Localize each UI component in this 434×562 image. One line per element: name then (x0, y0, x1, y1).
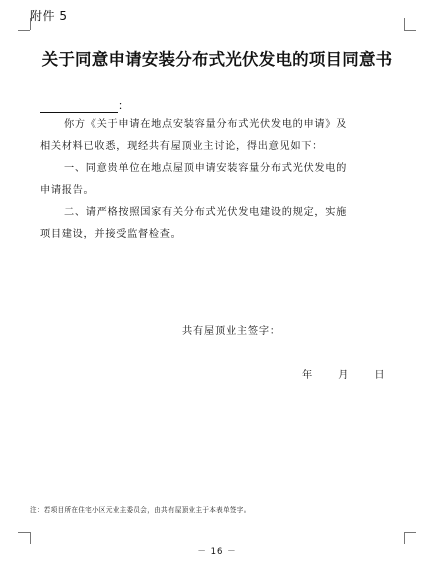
paragraph-item-one (40, 158, 396, 202)
date-year: 年 (302, 370, 313, 381)
crop-mark (30, 532, 31, 544)
paragraph-line: 你方《关于申请在地点安装容量分布式光伏发电的申请》及 (64, 119, 348, 130)
date-day: 日 (374, 370, 385, 381)
crop-mark (404, 18, 405, 30)
paragraph-line: 相关材料已收悉，现经共有屋顶业主讨论，得出意见如下： (40, 141, 324, 152)
crop-mark (404, 532, 416, 533)
addressee-line (40, 97, 129, 113)
paragraph-intro (40, 114, 396, 158)
crop-mark (18, 532, 30, 533)
signature-label: 共有屋顶业主签字： (182, 326, 281, 337)
addressee-colon: ： (118, 99, 129, 112)
crop-mark (404, 532, 405, 544)
date-line (302, 366, 385, 381)
paragraph-item-two (40, 202, 396, 246)
addressee-blank (40, 100, 118, 113)
crop-mark (404, 30, 416, 31)
page-number: － 16 － (197, 547, 237, 557)
document-title: 关于同意申请安装分布式光伏发电的项目同意书 (41, 50, 393, 69)
paragraph-line: 申请报告。 (40, 185, 95, 196)
paragraph-line: 一、同意贵单位在地点屋顶申请安装容量分布式光伏发电的 (64, 163, 348, 174)
date-month: 月 (338, 370, 349, 381)
paragraph-line: 二、请严格按照国家有关分布式光伏发电建设的规定，实施 (64, 207, 348, 218)
crop-mark (18, 30, 30, 31)
paragraph-line: 项目建设，并接受监督检查。 (40, 229, 182, 240)
attachment-label: 附件 5 (30, 9, 68, 23)
footnote: 注：若项目所在住宅小区元业主委员会，由共有屋顶业主于本表单签字。 (30, 506, 251, 514)
